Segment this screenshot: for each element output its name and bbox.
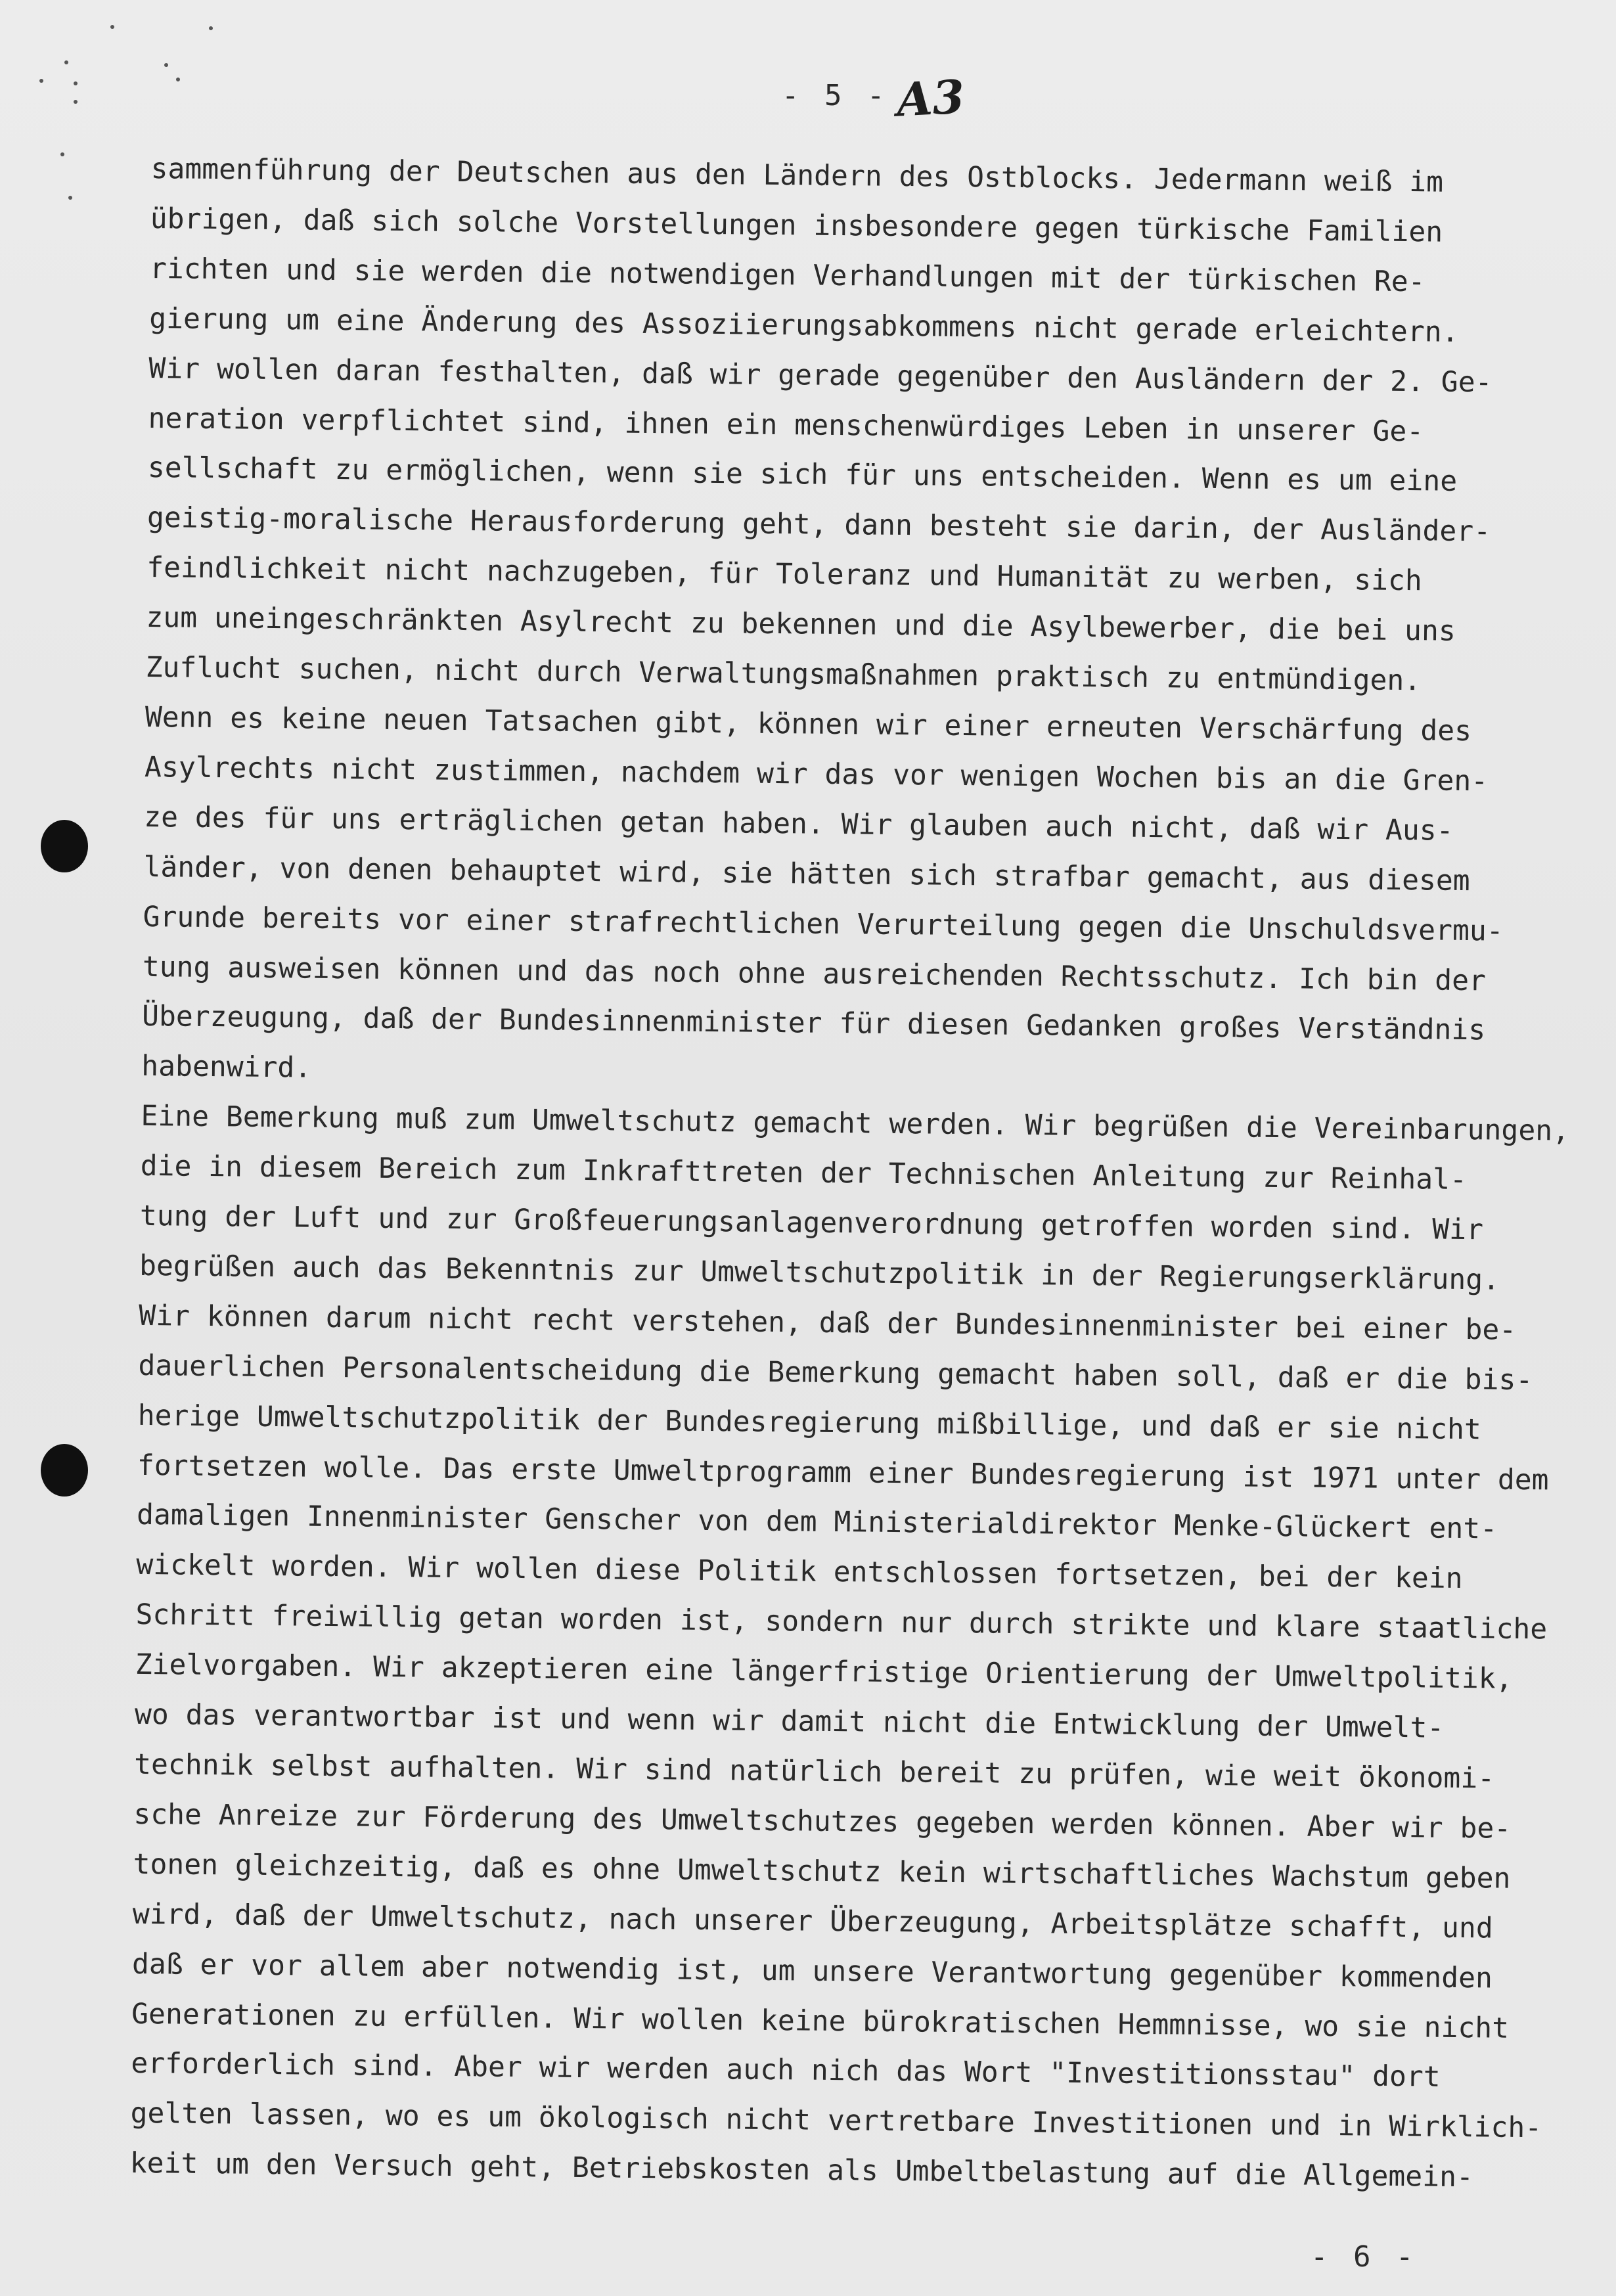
text-line: Zielvorgaben. Wir akzeptieren eine längerfristige Orientierung der Umweltpolitik, — [135, 1648, 1513, 1696]
body-text — [129, 145, 1570, 2204]
text-line: sche Anreize zur Förderung des Umweltschutzes gegeben werden können. Aber wir be- — [133, 1797, 1512, 1845]
scan-speck — [110, 25, 114, 29]
text-line: Überzeugung, daß der Bundesinnenminister für diesen Gedanken großes Verständnis — [141, 1000, 1486, 1047]
text-line: tung ausweisen können und das noch ohne ausreichenden Rechtsschutz. Ich bin der — [142, 950, 1487, 997]
text-line: tonen gleichzeitig, daß es ohne Umweltschutz kein wirtschaftliches Wachstum geben — [133, 1847, 1511, 1895]
text-line: habenwird. — [141, 1050, 312, 1085]
text-line: wird, daß der Umweltschutz, nach unserer Überzeugung, Arbeitsplätze schafft, und — [132, 1897, 1494, 1945]
scan-speck — [68, 196, 72, 200]
text-line: Generationen zu erfüllen. Wir wollen keine bürokratischen Hemmnisse, wo sie nicht — [131, 1997, 1510, 2045]
text-line: gierung um eine Änderung des Assoziierungsabkommens nicht gerade erleichtern. — [148, 302, 1459, 349]
scan-speck — [176, 78, 180, 81]
text-line: herige Umweltschutzpolitik der Bundesregierung mißbillige, und daß er sie nicht — [137, 1399, 1482, 1446]
text-line: erforderlich sind. Aber wir werden auch nich das Wort "Investitionsstau" dort — [131, 2047, 1441, 2094]
text-line: feindlichkeit nicht nachzugeben, für Toleranz und Humanität zu werben, sich — [146, 551, 1423, 598]
text-line: Wenn es keine neuen Tatsachen gibt, können wir einer erneuten Verschärfung des — [145, 700, 1472, 748]
text-line: zum uneingeschränkten Asylrecht zu bekennen und die Asylbewerber, die bei uns — [146, 601, 1456, 648]
scan-speck — [74, 81, 78, 85]
text-line: Asylrechts nicht zustimmen, nachdem wir das vor wenigen Wochen bis an die Gren- — [144, 750, 1489, 798]
text-line: Wir wollen daran festhalten, daß wir gerade gegenüber den Ausländern der 2. Ge- — [148, 351, 1493, 399]
page-number-bottom: - 6 - — [1311, 2240, 1418, 2274]
text-line: geistig-moralische Herausforderung geht, dann besteht sie darin, der Ausländer- — [146, 501, 1491, 549]
text-line: damaligen Innenminister Genscher von dem Ministerialdirektor Menke-Glückert ent- — [136, 1498, 1498, 1546]
text-line: Eine Bemerkung muß zum Umweltschutz gemacht werden. Wir begrüßen die Vereinbarungen, — [141, 1100, 1570, 1148]
text-line: richten und sie werden die notwendigen Verhandlungen mit der türkischen Re- — [149, 252, 1425, 299]
scan-speck — [209, 26, 213, 30]
scan-speck — [39, 79, 43, 83]
text-line: sellschaft zu ermöglichen, wenn sie sich für uns entscheiden. Wenn es um eine — [147, 451, 1458, 499]
text-line: wo das verantwortbar ist und wenn wir damit nicht die Entwicklung der Umwelt- — [134, 1698, 1445, 1745]
text-line: gelten lassen, wo es um ökologisch nicht vertretbare Investitionen und in Wirklich- — [130, 2097, 1542, 2145]
text-line: übrigen, daß sich solche Vorstellungen insbesondere gegen türkische Familien — [150, 202, 1443, 249]
text-line: Schritt freiwillig getan worden ist, sondern nur durch strikte und klare staatliche — [135, 1598, 1548, 1646]
text-line: dauerlichen Personalentscheidung die Bemerkung gemacht haben soll, daß er die bis- — [138, 1349, 1533, 1397]
text-line: fortsetzen wolle. Das erste Umweltprogramm einer Bundesregierung ist 1971 unter dem — [137, 1449, 1549, 1497]
text-line: daß er vor allem aber notwendig ist, um unsere Verantwortung gegenüber kommenden — [131, 1947, 1493, 1995]
punch-hole — [41, 820, 88, 872]
text-line: sammenführung der Deutschen aus den Ländern des Ostblocks. Jedermann weiß im — [150, 152, 1444, 199]
text-line: Wir können darum nicht recht verstehen, daß der Bundesinnenminister bei einer be- — [139, 1299, 1517, 1347]
text-line: länder, von denen behauptet wird, sie hätten sich strafbar gemacht, aus diesem — [143, 850, 1470, 897]
punch-hole — [41, 1444, 88, 1497]
text-line: tung der Luft und zur Großfeuerungsanlagenverordnung getroffen worden sind. Wir — [139, 1199, 1484, 1247]
scan-speck — [60, 152, 64, 156]
handwritten-annotation: A3 — [895, 69, 966, 127]
scan-speck — [164, 63, 168, 67]
text-line: ze des für uns erträglichen getan haben. Wir glauben auch nicht, daß wir Aus- — [144, 800, 1454, 847]
text-line: technik selbst aufhalten. Wir sind natürlich bereit zu prüfen, wie weit ökonomi- — [133, 1747, 1495, 1795]
text-line: neration verpflichtet sind, ihnen ein menschenwürdiges Leben in unserer Ge- — [148, 401, 1424, 448]
page-number-top: - 5 - — [782, 79, 889, 112]
text-line: wickelt worden. Wir wollen diese Politik entschlossen fortsetzen, bei der kein — [136, 1548, 1463, 1596]
scan-speck — [64, 60, 68, 64]
text-line: die in diesem Bereich zum Inkrafttreten der Technischen Anleitung zur Reinhal- — [140, 1150, 1468, 1197]
text-line: keit um den Versuch geht, Betriebskosten als Umbeltbelastung auf die Allgemein- — [129, 2147, 1474, 2194]
text-line: Zuflucht suchen, nicht durch Verwaltungsmaßnahmen praktisch zu entmündigen. — [145, 651, 1422, 698]
text-line: begrüßen auch das Bekenntnis zur Umweltschutzpolitik in der Regierungserklärung. — [139, 1249, 1500, 1297]
scan-speck — [74, 100, 78, 104]
text-line: Grunde bereits vor einer strafrechtlichen Verurteilung gegen die Unschuldsvermu- — [143, 900, 1504, 948]
